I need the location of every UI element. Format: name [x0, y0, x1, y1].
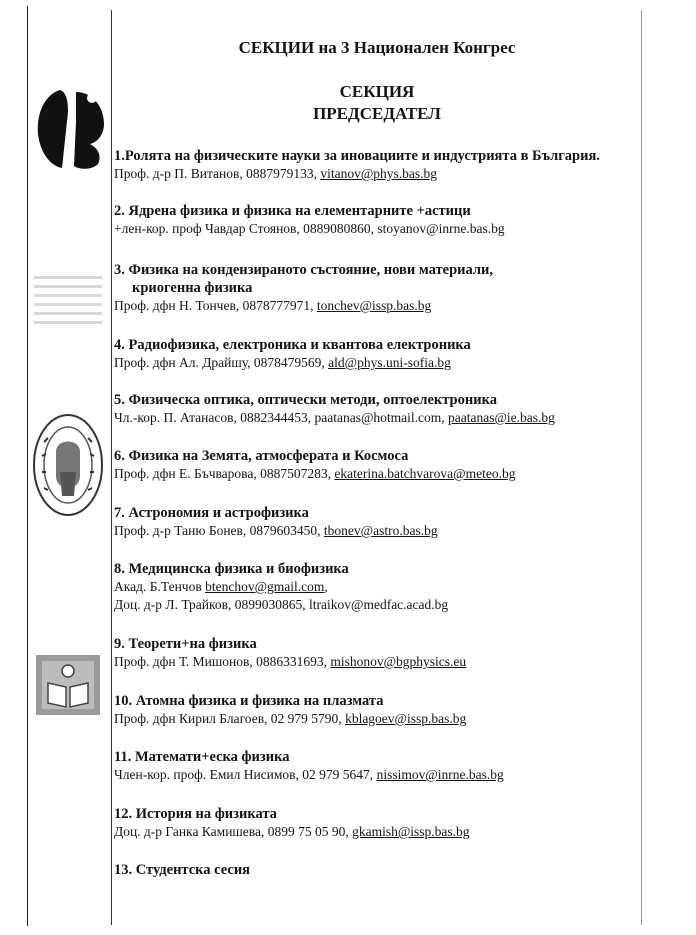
section-chair: [114, 653, 638, 671]
chair-email: paatanas@hotmail.com: [314, 410, 442, 425]
column-heading-chair: ПРЕДСЕДАТЕЛ: [313, 104, 441, 123]
section-chair: [114, 354, 638, 372]
section-title: 4. Радиофизика, електроника и квантова електроника: [114, 337, 471, 353]
section-7: [114, 504, 638, 540]
chair-email-link[interactable]: nissimov@inrne.bas.bg: [376, 767, 504, 782]
section-13: [114, 861, 638, 879]
chair-email: stoyanov@inrne.bas.bg: [377, 221, 505, 236]
faded-logo-text: [30, 270, 106, 332]
section-chair: [114, 220, 638, 238]
section-title-continued: криогенна физика: [132, 280, 253, 296]
chair-email-link[interactable]: mishonov@bgphysics.eu: [330, 654, 467, 669]
section-2: [114, 202, 638, 238]
logo-column-divider: [111, 10, 112, 925]
section-chair: [114, 522, 638, 540]
section-1: [114, 147, 638, 183]
document-title: СЕКЦИИ на 3 Национален Конгрес: [238, 38, 516, 57]
section-title: 3. Физика на кондензираното състояние, нови материали,: [114, 262, 493, 278]
section-co-chair: [114, 596, 638, 614]
section-title: 1.Ролята на физическите науки за иновациите и индустрията в България.: [114, 148, 600, 164]
co-chair-email: ltraikov@medfac.acad.bg: [309, 597, 449, 612]
section-chair: [114, 823, 638, 841]
section-title: 7. Астрономия и астрофизика: [114, 505, 309, 521]
section-8: [114, 560, 638, 614]
library-book-icon: [36, 655, 100, 715]
chair-email-link-2[interactable]: paatanas@ie.bas.bg: [448, 410, 555, 425]
university-seal-icon: [30, 412, 106, 518]
section-4: [114, 336, 638, 372]
chair-info: Акад. Б.Тенчов: [114, 579, 206, 594]
section-5: [114, 391, 638, 427]
chair-info: Проф. д-р Таню Бонев, 0879603450,: [114, 523, 324, 538]
chair-suffix: ,: [324, 579, 328, 594]
section-title: 9. Теорети+на физика: [114, 636, 257, 652]
section-chair: [114, 766, 638, 784]
section-title: 12. История на физиката: [114, 806, 277, 822]
section-chair: [114, 465, 638, 483]
congress-logo-icon: [32, 82, 108, 172]
section-9: [114, 635, 638, 671]
section-10: [114, 692, 638, 728]
email-separator: ,: [441, 410, 449, 425]
section-title: 8. Медицинска физика и биофизика: [114, 561, 349, 577]
section-12: [114, 805, 638, 841]
section-chair: [114, 578, 638, 596]
section-title: 6. Физика на Земята, атмосферата и Космоса: [114, 448, 409, 464]
section-3: [114, 261, 638, 315]
chair-info: Проф. дфн Ал. Драйшу, 0878479569,: [114, 355, 329, 370]
co-chair-info: Доц. д-р Л. Трайков, 0899030865,: [114, 597, 310, 612]
chair-info: Член-кор. проф. Емил Нисимов, 02 979 5647,: [114, 767, 377, 782]
section-title: 13. Студентска сесия: [114, 862, 251, 878]
chair-info: Проф. д-р П. Витанов, 0887979133,: [114, 166, 321, 181]
right-border: [641, 10, 642, 925]
column-heading-section: СЕКЦИЯ: [339, 82, 415, 101]
chair-email-link[interactable]: ekaterina.batchvarova@meteo.bg: [334, 466, 516, 481]
section-6: [114, 447, 638, 483]
section-title: 5. Физическа оптика, оптически методи, оптоелектроника: [114, 392, 497, 408]
chair-email-link[interactable]: tbonev@astro.bas.bg: [323, 523, 438, 538]
chair-email-link[interactable]: kblagoev@issp.bas.bg: [345, 711, 467, 726]
chair-info: Проф. дфн Кирил Благоев, 02 979 5790,: [114, 711, 346, 726]
section-chair: [114, 409, 638, 427]
section-title: 10. Атомна физика и физика на плазмата: [114, 693, 384, 709]
section-title: 2. Ядрена физика и физика на елементарните +астици: [114, 203, 471, 219]
chair-info: Доц. д-р Ганка Камишева, 0899 75 05 90,: [114, 824, 353, 839]
chair-info: Проф. дфн Т. Мишонов, 0886331693,: [114, 654, 331, 669]
section-chair: [114, 165, 638, 183]
section-chair: [114, 297, 638, 315]
section-title: 11. Математи+еска физика: [114, 749, 290, 765]
left-border: [27, 6, 28, 926]
section-chair: [114, 710, 638, 728]
chair-email-link[interactable]: vitanov@phys.bas.bg: [320, 166, 438, 181]
chair-email-link[interactable]: ald@phys.uni-sofia.bg: [328, 355, 451, 370]
chair-email-link[interactable]: gkamish@issp.bas.bg: [352, 824, 470, 839]
chair-info: Проф. дфн Е. Бъчварова, 0887507283,: [114, 466, 335, 481]
section-11: [114, 748, 638, 784]
chair-info: Чл.-кор. П. Атанасов, 0882344453,: [114, 410, 315, 425]
chair-info: +лен-кор. проф Чавдар Стоянов, 0889080860,: [114, 221, 378, 236]
chair-email-link[interactable]: btenchov@gmail.com: [205, 579, 325, 594]
chair-info: Проф. дфн Н. Тончев, 0878777971,: [114, 298, 317, 313]
chair-email-link[interactable]: tonchev@issp.bas.bg: [316, 298, 432, 313]
